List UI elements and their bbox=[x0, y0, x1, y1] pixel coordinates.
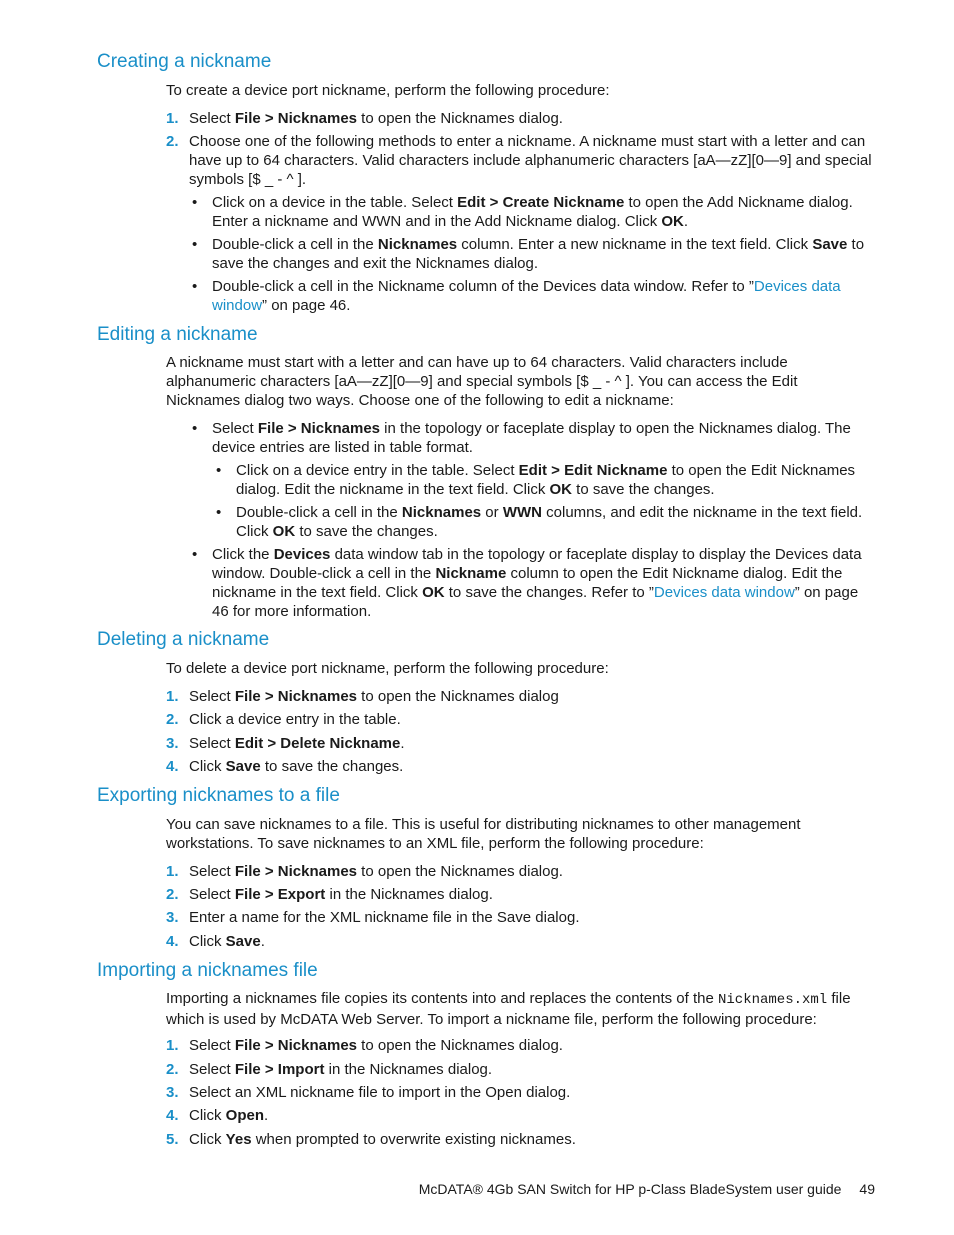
step-number: 4. bbox=[166, 1107, 179, 1124]
creating-intro: To create a device port nickname, perform the following procedure: bbox=[166, 82, 610, 99]
editing-bullet-1: Select File > Nicknames in the topology or faceplate display to open the Nicknames dialog. The device entries are listed in table format. bbox=[212, 420, 851, 456]
step-number: 4. bbox=[166, 758, 179, 775]
page-number: 49 bbox=[859, 1181, 875, 1197]
exporting-step-1: Select File > Nicknames to open the Nicknames dialog. bbox=[189, 863, 563, 880]
deleting-step-3: Select Edit > Delete Nickname. bbox=[189, 735, 405, 752]
exporting-step-2: Select File > Export in the Nicknames dialog. bbox=[189, 886, 493, 903]
heading-creating-nickname: Creating a nickname bbox=[97, 51, 272, 72]
deleting-intro: To delete a device port nickname, perform the following procedure: bbox=[166, 660, 609, 677]
heading-exporting-nicknames: Exporting nicknames to a file bbox=[97, 785, 340, 806]
importing-step-3: Select an XML nickname file to import in the Open dialog. bbox=[189, 1084, 571, 1101]
step-number: 1. bbox=[166, 688, 179, 705]
footer-title: McDATA® 4Gb SAN Switch for HP p-Class BladeSystem user guide bbox=[418, 1181, 842, 1197]
step-number: 2. bbox=[166, 133, 179, 150]
step-number: 2. bbox=[166, 886, 179, 903]
creating-step-2: Choose one of the following methods to enter a nickname. A nickname must start with a letter and can have up to 64 characters. Valid characters include alphanumeric characters [aA—zZ][0—9] and special symbols [$ _ - ^ ]. bbox=[189, 133, 872, 188]
bullet-dot: • bbox=[216, 462, 222, 479]
creating-step-1: Select File > Nicknames to open the Nicknames dialog. bbox=[189, 110, 563, 127]
editing-bullet-2: Click the Devices data window tab in the topology or faceplate display to display the Devices data window. Double-click a cell in the Nickname column to open the Edit Nickname dialog. Edit the nickname in the text field. Click OK to save the changes. Refer to ”Devices data window” on page 46 for more information. bbox=[212, 546, 862, 620]
step-number: 2. bbox=[166, 1061, 179, 1078]
exporting-step-4: Click Save. bbox=[189, 933, 265, 950]
page-footer bbox=[419, 1180, 875, 1199]
importing-step-1: Select File > Nicknames to open the Nicknames dialog. bbox=[189, 1037, 563, 1054]
bullet-dot: • bbox=[192, 278, 198, 295]
step-number: 5. bbox=[166, 1131, 179, 1148]
deleting-step-2: Click a device entry in the table. bbox=[189, 711, 401, 728]
devices-data-window-link[interactable]: Devices data window bbox=[653, 584, 795, 601]
importing-step-4: Click Open. bbox=[189, 1107, 269, 1124]
exporting-step-3: Enter a name for the XML nickname file in the Save dialog. bbox=[189, 909, 580, 926]
importing-intro: Importing a nicknames file copies its contents into and replaces the contents of the Nicknames.xml file which is used by McDATA Web Server. To import a nickname file, perform the following procedure: bbox=[166, 990, 851, 1028]
step-number: 4. bbox=[166, 933, 179, 950]
bullet-dot: • bbox=[192, 420, 198, 437]
step-number: 3. bbox=[166, 909, 179, 926]
editing-sub-bullet-1: Click on a device entry in the table. Select Edit > Edit Nickname to open the Edit Nicknames dialog. Edit the nickname in the text field. Click OK to save the changes. bbox=[236, 462, 856, 498]
exporting-intro: You can save nicknames to a file. This is useful for distributing nicknames to other management workstations. To save nicknames to an XML file, perform the following procedure: bbox=[166, 816, 801, 852]
bullet-dot: • bbox=[192, 236, 198, 253]
importing-step-5: Click Yes when prompted to overwrite existing nicknames. bbox=[189, 1131, 576, 1148]
filename-code: Nicknames.xml bbox=[717, 992, 828, 1008]
heading-editing-nickname: Editing a nickname bbox=[97, 324, 258, 345]
deleting-step-4: Click Save to save the changes. bbox=[189, 758, 404, 775]
bullet-dot: • bbox=[192, 546, 198, 563]
deleting-step-1: Select File > Nicknames to open the Nicknames dialog bbox=[189, 688, 559, 705]
bullet-dot: • bbox=[192, 194, 198, 211]
creating-bullet-3: Double-click a cell in the Nickname column of the Devices data window. Refer to ”Devices data window” on page 46. bbox=[212, 278, 841, 314]
creating-bullet-2: Double-click a cell in the Nicknames column. Enter a new nickname in the text field. Click Save to save the changes and exit the Nicknames dialog. bbox=[212, 236, 865, 272]
step-number: 3. bbox=[166, 735, 179, 752]
step-number: 3. bbox=[166, 1084, 179, 1101]
heading-importing-nicknames: Importing a nicknames file bbox=[97, 960, 318, 981]
importing-step-2: Select File > Import in the Nicknames dialog. bbox=[189, 1061, 493, 1078]
editing-intro: A nickname must start with a letter and can have up to 64 characters. Valid characters include alphanumeric characters [aA—zZ][0—9] and special symbols [$ _ - ^ ]. You can access the Edit Nicknames dialog two ways. Choose one of the following to edit a nickname: bbox=[166, 354, 798, 409]
editing-sub-bullet-2: Double-click a cell in the Nicknames or WWN columns, and edit the nickname in the text field. Click OK to save the changes. bbox=[236, 504, 863, 540]
step-number: 1. bbox=[166, 1037, 179, 1054]
devices-data-window-link[interactable]: Devices data window bbox=[212, 278, 841, 314]
step-number: 2. bbox=[166, 711, 179, 728]
step-number: 1. bbox=[166, 110, 179, 127]
step-number: 1. bbox=[166, 863, 179, 880]
bullet-dot: • bbox=[216, 504, 222, 521]
heading-deleting-nickname: Deleting a nickname bbox=[97, 629, 270, 650]
creating-bullet-1: Click on a device in the table. Select Edit > Create Nickname to open the Add Nickname dialog. Enter a nickname and WWN and in the Add Nickname dialog. Click OK. bbox=[212, 194, 853, 230]
